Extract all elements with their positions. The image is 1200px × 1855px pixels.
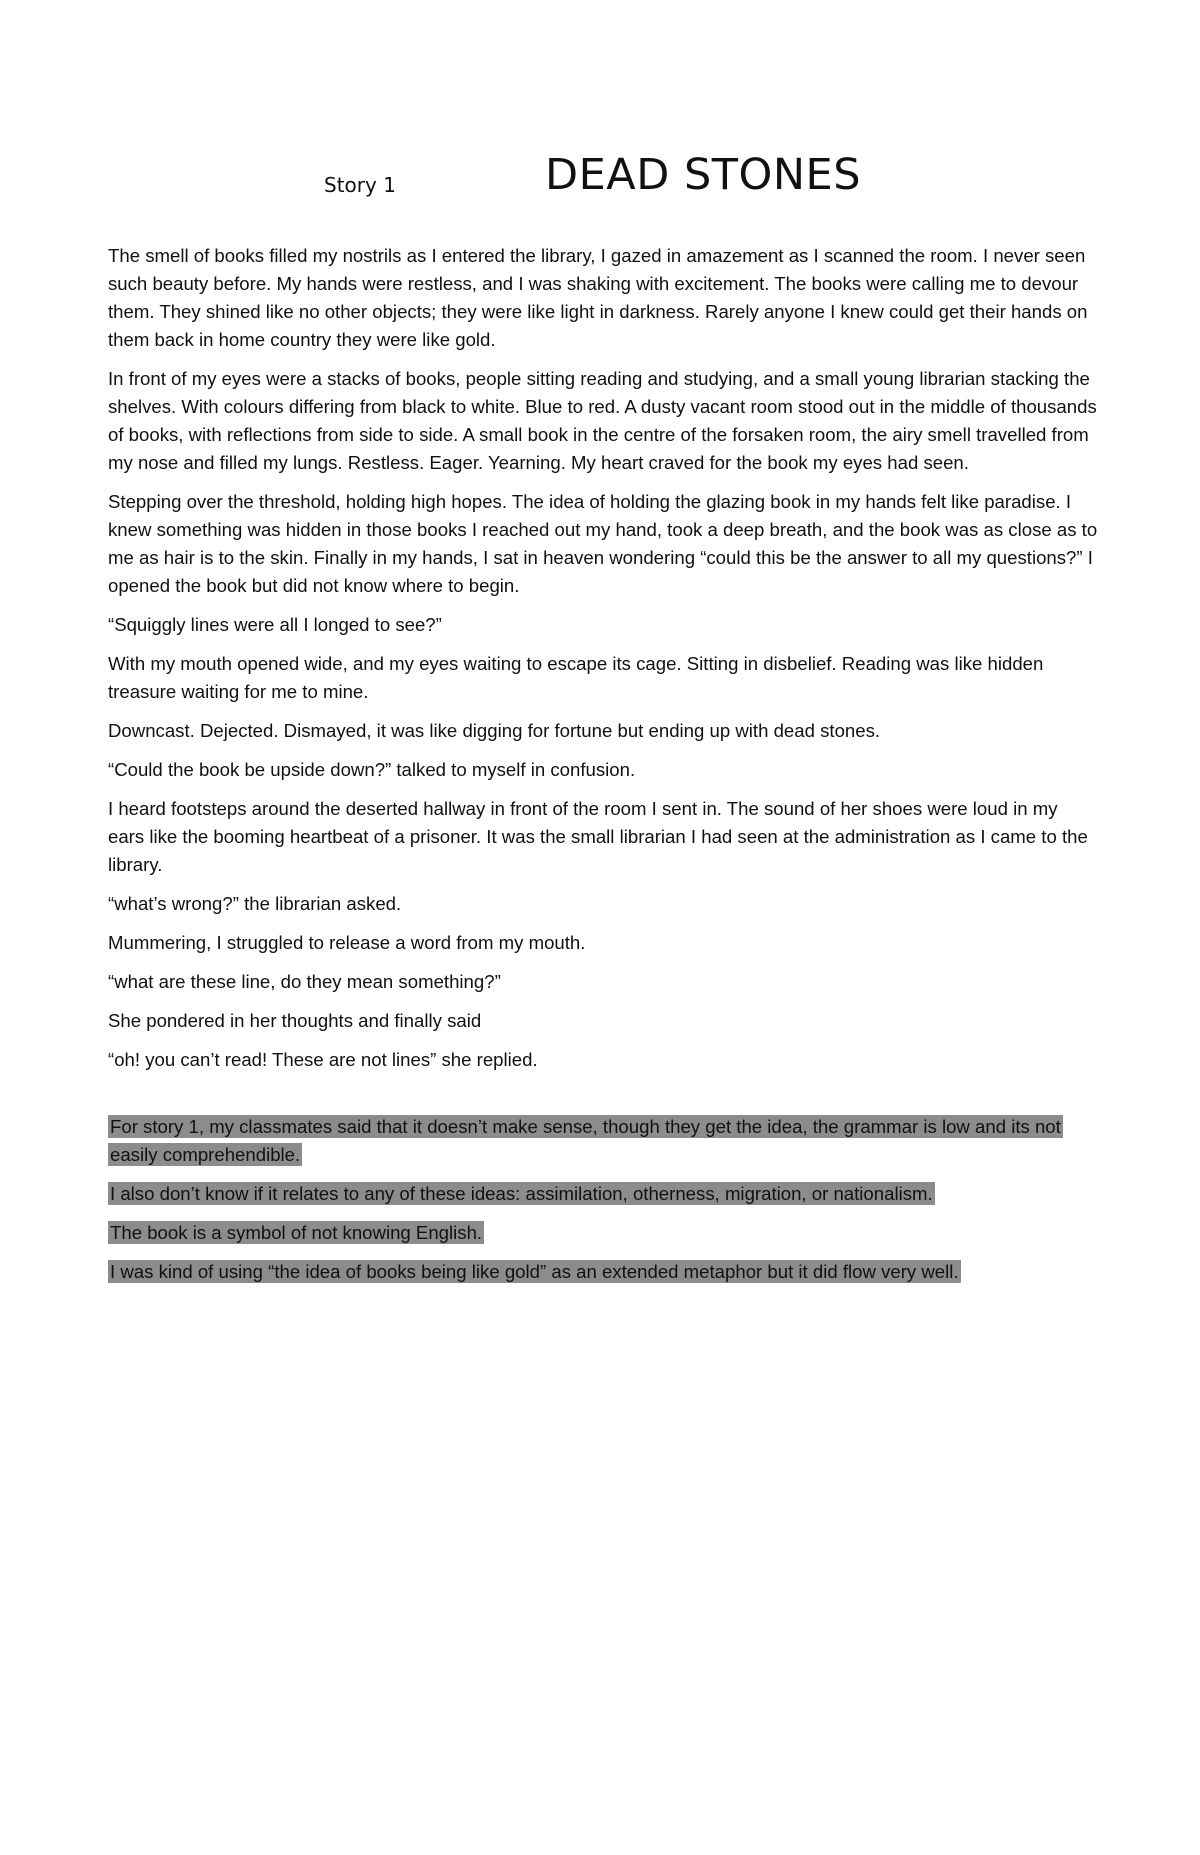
highlighted-note-text: For story 1, my classmates said that it doesn’t make sense, though they get the idea, the grammar is low and its not easily comprehendible. xyxy=(110,1116,1061,1165)
highlighted-note-text: The book is a symbol of not knowing English. xyxy=(110,1222,483,1243)
highlighted-note-text: I also don’t know if it relates to any of these ideas: assimilation, otherness, migration, or nationalism. xyxy=(110,1183,933,1204)
story-paragraph: “Could the book be upside down?” talked to myself in confusion. xyxy=(108,759,636,780)
story-paragraph: I heard footsteps around the deserted hallway in front of the room I sent in. The sound of her shoes were loud in my ears like the booming heartbeat of a prisoner. It was the small librarian I had seen at the administration as I came to the library. xyxy=(108,798,1088,875)
story-paragraph: In front of my eyes were a stacks of books, people sitting reading and studying, and a small young librarian stacking the shelves. With colours differing from black to white. Blue to red. A dusty vacant room stood out in the middle of thousands of books, with reflections from side to side. A small book in the centre of the forsaken room, the airy smell travelled from my nose and filled my lungs. Restless. Eager. Yearning. My heart craved for the book my eyes had seen. xyxy=(108,368,1097,473)
story-paragraph: The smell of books filled my nostrils as I entered the library, I gazed in amazement as I scanned the room. I never seen such beauty before. My hands were restless, and I was shaking with excitement. The books were calling me to devour them. They shined like no other objects; they were like light in darkness. Rarely anyone I knew could get their hands on them back in home country they were like gold. xyxy=(108,245,1088,350)
story-paragraph: Stepping over the threshold, holding high hopes. The idea of holding the glazing book in my hands felt like paradise. I knew something was hidden in those books I reached out my hand, took a deep breath, and the book was as close as to me as hair is to the skin. Finally in my hands, I sat in heaven wondering “could this be the answer to all my questions?” I opened the book but did not know where to begin. xyxy=(108,491,1098,596)
story-paragraph: “what are these line, do they mean something?” xyxy=(108,971,501,992)
story-paragraph: “Squiggly lines were all I longed to see?” xyxy=(108,614,442,635)
highlighted-note xyxy=(108,1258,1098,1286)
story-paragraph: Mummering, I struggled to release a word from my mouth. xyxy=(108,932,586,953)
story-paragraph: “oh! you can’t read! These are not lines” she replied. xyxy=(108,1049,538,1070)
story-paragraph: With my mouth opened wide, and my eyes waiting to escape its cage. Sitting in disbelief. Reading was like hidden treasure waiting for me to mine. xyxy=(108,653,1044,702)
highlighted-note xyxy=(108,1113,1098,1169)
page-title: DEAD STONES xyxy=(545,150,862,200)
highlighted-note-text: I was kind of using “the idea of books being like gold” as an extended metaphor but it did flow very well. xyxy=(110,1261,959,1282)
highlighted-note xyxy=(108,1180,1098,1208)
story-paragraph: Downcast. Dejected. Dismayed, it was like digging for fortune but ending up with dead stones. xyxy=(108,720,881,741)
story-paragraph: She pondered in her thoughts and finally said xyxy=(108,1010,482,1031)
blank-line xyxy=(108,1085,1098,1113)
story-label: Story 1 xyxy=(324,173,396,197)
title-row xyxy=(0,150,1200,210)
document-body xyxy=(108,242,1098,1297)
highlighted-note xyxy=(108,1219,1098,1247)
story-paragraph: “what’s wrong?” the librarian asked. xyxy=(108,893,402,914)
